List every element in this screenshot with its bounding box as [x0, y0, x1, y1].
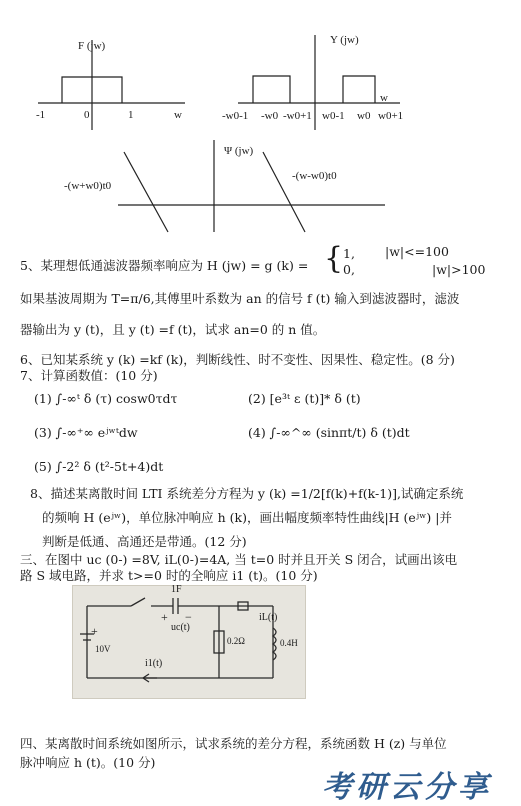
- uc-label: uc(t): [171, 622, 190, 633]
- q7-item5: (5) ∫-2² δ (t²-5t+4)dt: [34, 459, 164, 474]
- psi-left-label: -(w+w0)t0: [64, 180, 112, 192]
- q5-line2: 如果基波周期为 T=π/6,其傅里叶系数为 an 的信号 f (t) 输入到滤波器时，滤波: [20, 291, 460, 306]
- q5-case1-cond: |w|<=100: [385, 244, 449, 259]
- s4-line1: 四、某离散时间系统如图所示，试求系统的差分方程，系统函数 H (z) 与单位: [20, 736, 447, 751]
- f-tick-neg1: -1: [36, 109, 46, 121]
- cap-plus: +: [161, 610, 168, 624]
- y-tick-6: w0+1: [378, 110, 404, 122]
- q5-line1: 5、某理想低通滤波器频率响应为 H (jw) = g (k) =: [20, 258, 309, 273]
- psi-label: Ψ (jw): [224, 145, 254, 157]
- f-tick-1: 1: [128, 109, 134, 121]
- s3-line2: 路 S 域电路，并求 t>=0 时的全响应 i1 (t)。(10 分): [20, 568, 318, 583]
- q8-line3: 判断是低通、高通还是带通。(12 分): [42, 534, 247, 549]
- f-axis-label: w: [174, 109, 182, 121]
- inductor-label: 0.4H: [280, 638, 298, 648]
- q5-case2-val: 0,: [343, 262, 355, 277]
- circuit-photo: [72, 585, 306, 699]
- y-axis-label: w: [380, 92, 388, 104]
- q5-case1-val: 1,: [343, 246, 355, 261]
- s3-line1: 三、在图中 uc (0-) =8V, iL(0-)=4A, 当 t=0 时并且开关 S 闭合，试画出该电: [20, 552, 458, 567]
- q7-title: 7、计算函数值：(10 分): [20, 368, 158, 383]
- y-tick-1: -w0-1: [222, 110, 249, 122]
- il-label: iL(t): [259, 612, 278, 623]
- q7-item4: (4) ∫-∞^∞ (sinπt/t) δ (t)dt: [248, 425, 410, 440]
- f-label: F (jw): [78, 40, 106, 52]
- q7-item2: (2) [e³ᵗ ε (t)]* δ (t): [248, 391, 361, 406]
- s4-line2: 脉冲响应 h (t)。(10 分): [20, 755, 156, 770]
- q8-line1: 8、描述某离散时间 LTI 系统差分方程为 y (k) =1/2[f(k)+f(k-1)],试确定系统: [30, 486, 464, 501]
- q8-line2: 的频响 H (eʲʷ)，单位脉冲响应 h (k)，画出幅度频率特性曲线|H (eʲʷ) |并: [42, 510, 452, 525]
- watermark-text: 考研云分享: [322, 770, 492, 805]
- q5-case2-cond: |w|>100: [432, 262, 486, 277]
- circuit-diagram: [73, 586, 305, 698]
- f-tick-0: 0: [84, 109, 90, 121]
- y-tick-4: w0-1: [322, 110, 345, 122]
- psi-left-line: [124, 152, 168, 232]
- psi-right-line: [263, 152, 305, 232]
- q5-line3: 器输出为 y (t)，且 y (t) =f (t)，试求 an=0 的 n 值。: [20, 322, 326, 337]
- cap-minus: −: [185, 610, 192, 624]
- switch-blade: [131, 598, 145, 606]
- i1-label: i1(t): [145, 658, 163, 669]
- psi-right-label: -(w-w0)t0: [292, 170, 337, 182]
- y-right-pulse: [343, 76, 375, 103]
- y-tick-2: -w0: [261, 110, 279, 122]
- source-plus: +: [91, 624, 98, 638]
- cap-label: 1F: [171, 584, 182, 595]
- resistor-label: 0.2Ω: [227, 636, 245, 646]
- y-tick-3: -w0+1: [283, 110, 312, 122]
- y-label: Y (jw): [330, 34, 359, 46]
- graph-f: [38, 40, 185, 130]
- brace: {: [324, 241, 344, 276]
- q7-item1: (1) ∫-∞ᵗ δ (τ) cosw0τdτ: [34, 391, 178, 406]
- y-tick-5: w0: [357, 110, 371, 122]
- y-left-pulse: [253, 76, 290, 103]
- source-label: 10V: [95, 644, 111, 654]
- q7-item3: (3) ∫-∞⁺∞ eʲʷᵗdw: [34, 425, 138, 440]
- q6-text: 6、已知某系统 y (k) =kf (k)，判断线性、时不变性、因果性、稳定性。(8 分): [20, 352, 455, 367]
